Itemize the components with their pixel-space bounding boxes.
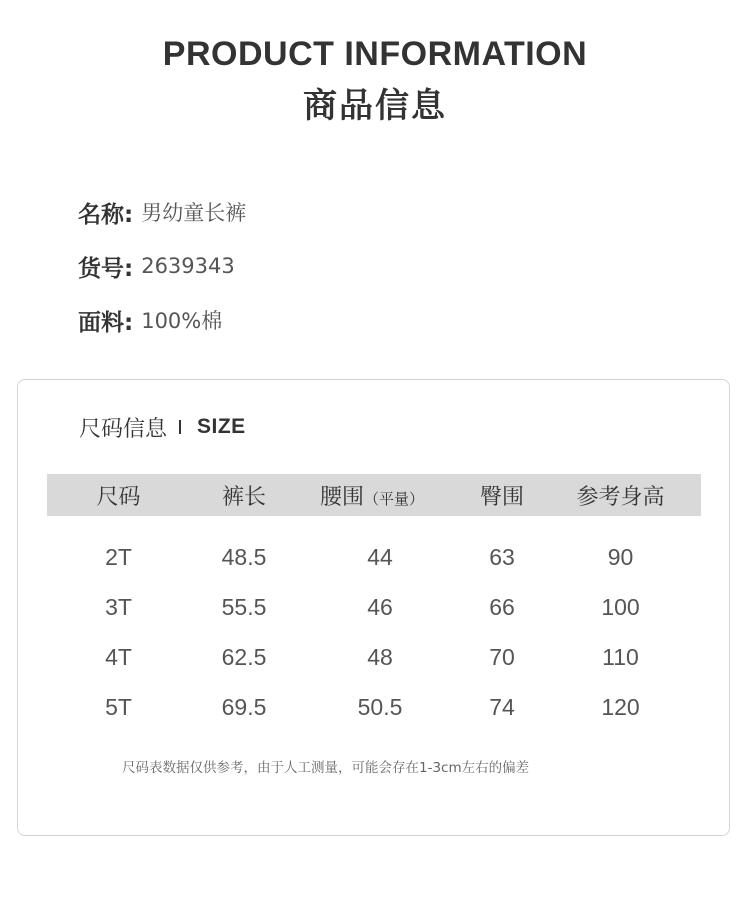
info-value: 100%棉 <box>141 309 223 333</box>
info-label: 面料: <box>78 309 134 336</box>
cell-hip: 63 <box>489 543 515 570</box>
column-header-size: 尺码 <box>96 484 141 510</box>
cell-size: 3T <box>105 593 132 620</box>
cell-waist: 50.5 <box>357 693 403 720</box>
info-value: 男幼童长裤 <box>141 201 247 225</box>
cell-size: 5T <box>105 693 132 720</box>
cell-height: 90 <box>607 543 634 570</box>
title-english: PRODUCT INFORMATION <box>162 35 588 73</box>
cell-length: 48.5 <box>221 543 267 570</box>
size-disclaimer: 尺码表数据仅供参考，由于人工测量，可能会存在1-3cm左右的偏差 <box>122 760 530 776</box>
info-row-fabric <box>78 303 246 337</box>
cell-length: 69.5 <box>221 693 267 720</box>
size-title-chinese: 尺码信息 <box>79 416 168 442</box>
product-info <box>78 195 246 357</box>
cell-hip: 66 <box>489 593 515 620</box>
table-header <box>47 474 701 516</box>
info-row-sku <box>78 249 246 283</box>
table-row <box>47 582 701 632</box>
size-title-english: SIZE <box>197 415 246 438</box>
cell-length: 55.5 <box>221 593 267 620</box>
column-header-height: 参考身高 <box>576 484 665 510</box>
page-header <box>0 34 750 128</box>
cell-waist: 46 <box>367 593 393 620</box>
info-label: 名称: <box>78 201 134 228</box>
size-card <box>17 379 730 836</box>
cell-waist: 44 <box>367 543 393 570</box>
table-row <box>47 532 701 582</box>
waist-label: 腰围 <box>319 484 364 510</box>
cell-height: 100 <box>601 593 640 620</box>
cell-hip: 74 <box>489 693 515 720</box>
title-chinese: 商品信息 <box>303 86 447 126</box>
info-label: 货号: <box>78 255 134 282</box>
waist-note: （平量） <box>364 489 425 508</box>
cell-hip: 70 <box>489 643 515 670</box>
column-header-hip: 臀围 <box>479 484 524 510</box>
column-header-length: 裤长 <box>221 484 266 510</box>
table-body <box>47 532 701 732</box>
cell-height: 110 <box>602 643 639 670</box>
cell-length: 62.5 <box>221 643 267 670</box>
size-section-title <box>79 412 246 442</box>
info-value: 2639343 <box>141 254 235 278</box>
size-table <box>47 474 701 732</box>
table-row <box>47 632 701 682</box>
cell-height: 120 <box>601 693 640 720</box>
table-row <box>47 682 701 732</box>
cell-waist: 48 <box>367 643 393 670</box>
cell-size: 2T <box>105 543 132 570</box>
info-row-name <box>78 195 246 229</box>
title-divider <box>179 420 181 434</box>
column-header-waist <box>298 480 446 511</box>
cell-size: 4T <box>105 643 132 670</box>
